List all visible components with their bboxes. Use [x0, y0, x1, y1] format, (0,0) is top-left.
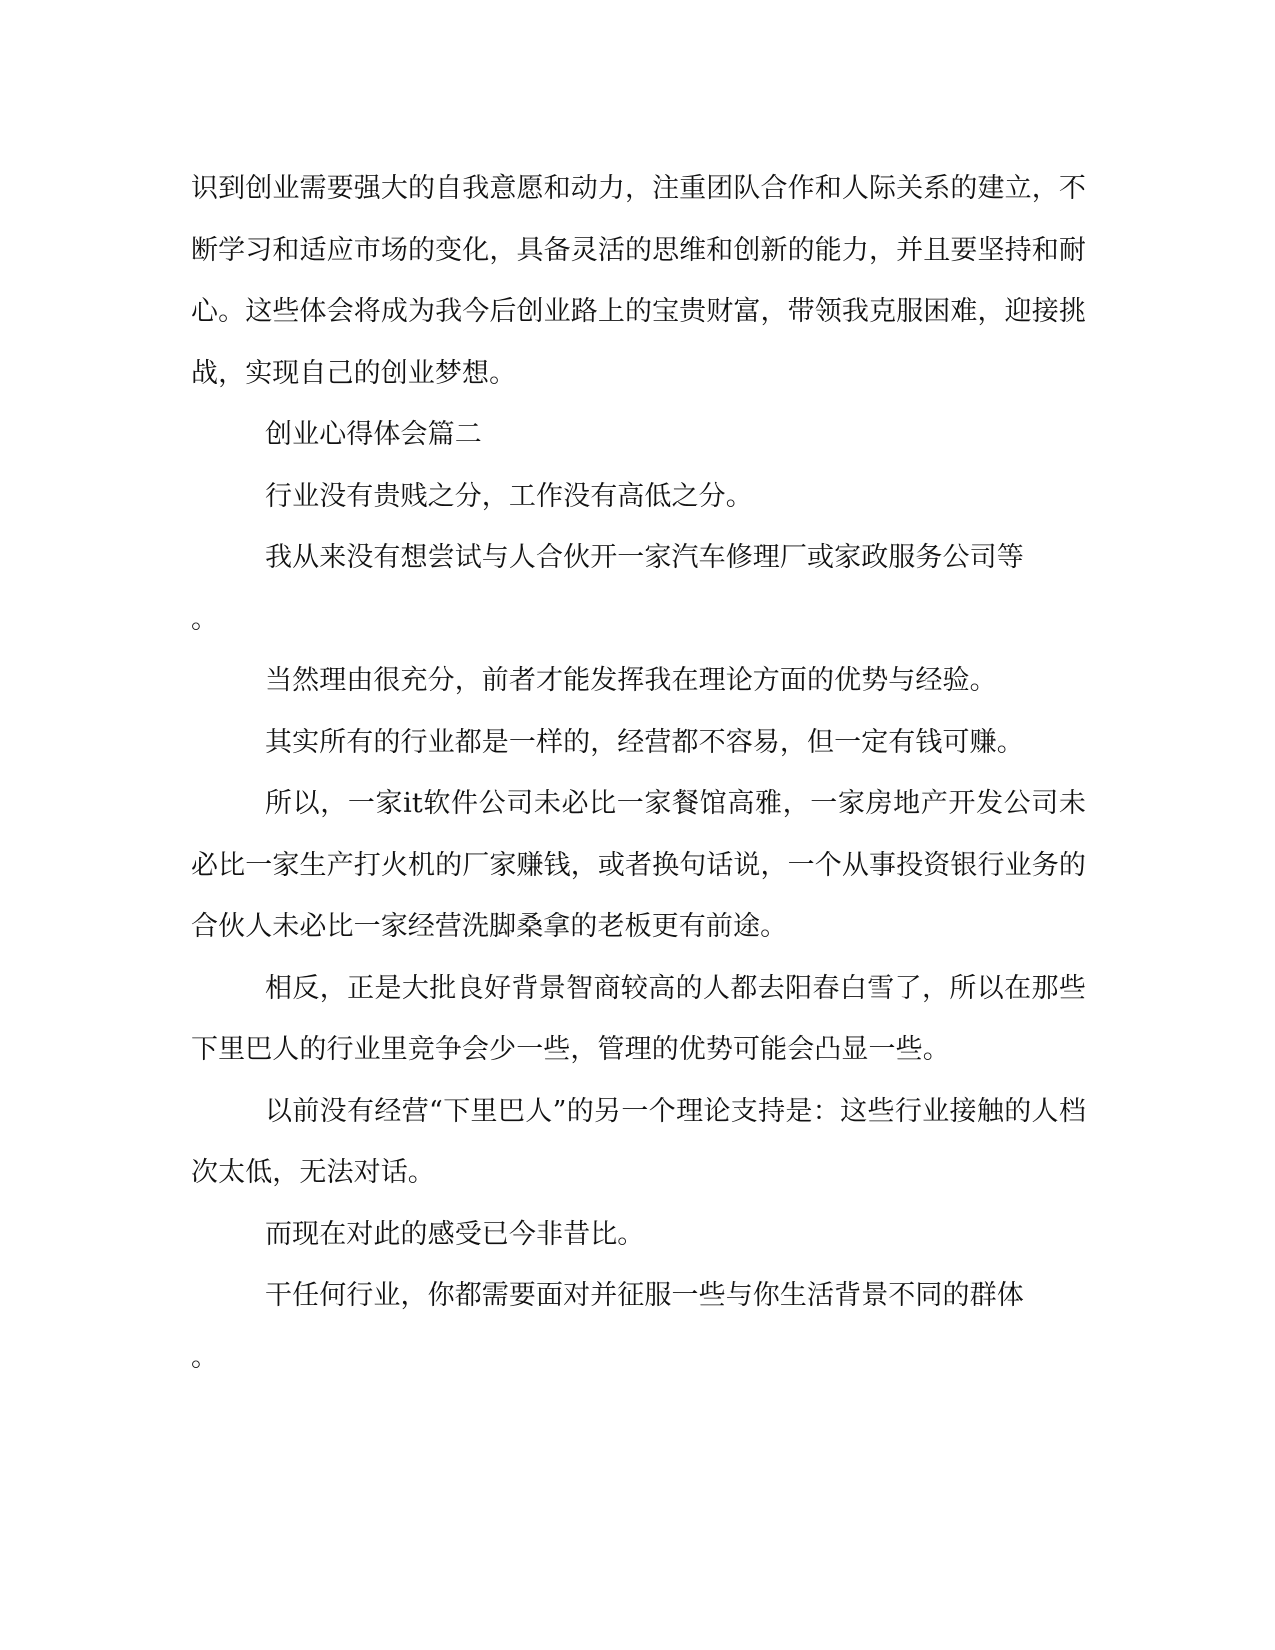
paragraph: 我从来没有想尝试与人合伙开一家汽车修理厂或家政服务公司等: [265, 542, 1024, 573]
document-body: [191, 158, 1086, 1388]
paragraph: 而现在对此的感受已今非昔比。: [265, 1218, 645, 1250]
paragraph: 其实所有的行业都是一样的，经营都不容易，但一定有钱可赚。: [265, 726, 1024, 758]
paragraph: 相反，正是大批良好背景智商较高的人都去阳春白雪了，所以在那些下里巴人的行业里竞争会少一些，管理的优势可能会凸显一些。: [191, 972, 1086, 1065]
paragraph: 以前没有经营“下里巴人”的另一个理论支持是：这些行业接触的人档次太低，无法对话。: [191, 1095, 1086, 1188]
wrapped-period: 。: [191, 1341, 219, 1373]
paragraph-with-wrapped-period: [191, 527, 1086, 650]
paragraph: 行业没有贵贱之分，工作没有高低之分。: [265, 480, 753, 512]
wrapped-period: 。: [191, 603, 219, 635]
paragraph: 当然理由很充分，前者才能发挥我在理论方面的优势与经验。: [265, 665, 997, 696]
paragraph-with-wrapped-period: [191, 1265, 1086, 1388]
paragraph: 所以，一家it软件公司未必比一家餐馆高雅，一家房地产开发公司未必比一家生产打火机的厂家赚钱，或者换句话说，一个从事投资银行业务的合伙人未必比一家经营洗脚桑拿的老板更有前途。: [191, 788, 1086, 942]
section-heading: 创业心得体会篇二: [265, 419, 482, 450]
paragraph-continuation: 识到创业需要强大的自我意愿和动力，注重团队合作和人际关系的建立，不断学习和适应市场的变化，具备灵活的思维和创新的能力，并且要坚持和耐心。这些体会将成为我今后创业路上的宝贵财富，带领我克服困难，迎接挑战，实现自己的创业梦想。: [191, 173, 1086, 389]
paragraph: 干任何行业，你都需要面对并征服一些与你生活背景不同的群体: [265, 1280, 1024, 1311]
